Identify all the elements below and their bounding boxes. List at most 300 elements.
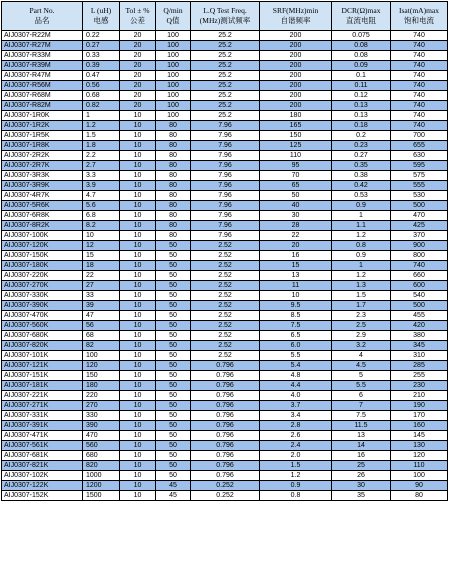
cell-tolerance: 10 bbox=[120, 311, 156, 321]
cell-inductance: 1.2 bbox=[83, 121, 120, 131]
cell-dcr-max: 1 bbox=[332, 211, 391, 221]
cell-isat-max: 655 bbox=[391, 141, 448, 151]
cell-q-min: 50 bbox=[156, 421, 191, 431]
cell-inductance: 47 bbox=[83, 311, 120, 321]
cell-part-no: AIJ0307-R47M bbox=[2, 71, 83, 81]
cell-q-min: 50 bbox=[156, 341, 191, 351]
cell-test-freq: 0.252 bbox=[191, 491, 260, 501]
cell-part-no: AIJ0307-R82M bbox=[2, 101, 83, 111]
cell-tolerance: 20 bbox=[120, 81, 156, 91]
cell-isat-max: 120 bbox=[391, 451, 448, 461]
cell-srf-min: 200 bbox=[260, 61, 332, 71]
cell-q-min: 100 bbox=[156, 41, 191, 51]
header-srf-min-en: SRF(MHz)min bbox=[272, 6, 319, 15]
cell-q-min: 50 bbox=[156, 361, 191, 371]
cell-tolerance: 20 bbox=[120, 41, 156, 51]
cell-test-freq: 7.96 bbox=[191, 161, 260, 171]
cell-inductance: 150 bbox=[83, 371, 120, 381]
table-row bbox=[2, 441, 448, 451]
table-row bbox=[2, 161, 448, 171]
cell-srf-min: 165 bbox=[260, 121, 332, 131]
cell-dcr-max: 30 bbox=[332, 481, 391, 491]
cell-part-no: AIJ0307-390K bbox=[2, 301, 83, 311]
header-test-freq-cn: (MHz)测试频率 bbox=[199, 16, 251, 25]
table-row bbox=[2, 371, 448, 381]
cell-dcr-max: 0.38 bbox=[332, 171, 391, 181]
cell-dcr-max: 2.5 bbox=[332, 321, 391, 331]
cell-dcr-max: 1.2 bbox=[332, 271, 391, 281]
cell-isat-max: 740 bbox=[391, 121, 448, 131]
cell-q-min: 80 bbox=[156, 231, 191, 241]
cell-q-min: 45 bbox=[156, 491, 191, 501]
cell-tolerance: 10 bbox=[120, 301, 156, 311]
cell-inductance: 1 bbox=[83, 111, 120, 121]
table-row bbox=[2, 311, 448, 321]
table-row bbox=[2, 41, 448, 51]
cell-part-no: AIJ0307-R22M bbox=[2, 31, 83, 41]
cell-srf-min: 70 bbox=[260, 171, 332, 181]
cell-isat-max: 740 bbox=[391, 91, 448, 101]
cell-tolerance: 10 bbox=[120, 111, 156, 121]
cell-dcr-max: 0.11 bbox=[332, 81, 391, 91]
cell-srf-min: 65 bbox=[260, 181, 332, 191]
cell-tolerance: 20 bbox=[120, 31, 156, 41]
cell-part-no: AIJ0307-221K bbox=[2, 391, 83, 401]
cell-test-freq: 0.796 bbox=[191, 471, 260, 481]
header-inductance-en: L (uH) bbox=[90, 6, 112, 15]
cell-tolerance: 10 bbox=[120, 421, 156, 431]
cell-tolerance: 10 bbox=[120, 201, 156, 211]
table-row bbox=[2, 491, 448, 501]
cell-inductance: 82 bbox=[83, 341, 120, 351]
cell-dcr-max: 26 bbox=[332, 471, 391, 481]
cell-inductance: 5.6 bbox=[83, 201, 120, 211]
cell-srf-min: 9.5 bbox=[260, 301, 332, 311]
cell-q-min: 50 bbox=[156, 261, 191, 271]
cell-q-min: 50 bbox=[156, 351, 191, 361]
cell-inductance: 270 bbox=[83, 401, 120, 411]
cell-q-min: 50 bbox=[156, 241, 191, 251]
cell-srf-min: 0.9 bbox=[260, 481, 332, 491]
cell-part-no: AIJ0307-1R5K bbox=[2, 131, 83, 141]
cell-test-freq: 2.52 bbox=[191, 291, 260, 301]
cell-q-min: 80 bbox=[156, 161, 191, 171]
cell-test-freq: 7.96 bbox=[191, 231, 260, 241]
cell-srf-min: 15 bbox=[260, 261, 332, 271]
cell-tolerance: 10 bbox=[120, 181, 156, 191]
cell-tolerance: 10 bbox=[120, 231, 156, 241]
cell-srf-min: 0.8 bbox=[260, 491, 332, 501]
cell-srf-min: 150 bbox=[260, 131, 332, 141]
cell-inductance: 4.7 bbox=[83, 191, 120, 201]
cell-srf-min: 1.5 bbox=[260, 461, 332, 471]
cell-isat-max: 455 bbox=[391, 311, 448, 321]
cell-dcr-max: 0.12 bbox=[332, 91, 391, 101]
cell-part-no: AIJ0307-101K bbox=[2, 351, 83, 361]
cell-inductance: 3.9 bbox=[83, 181, 120, 191]
cell-inductance: 15 bbox=[83, 251, 120, 261]
cell-isat-max: 740 bbox=[391, 71, 448, 81]
cell-isat-max: 370 bbox=[391, 231, 448, 241]
header-isat-max-en: Isat(mA)max bbox=[399, 6, 439, 15]
cell-q-min: 50 bbox=[156, 301, 191, 311]
cell-q-min: 50 bbox=[156, 411, 191, 421]
cell-part-no: AIJ0307-102K bbox=[2, 471, 83, 481]
table-row bbox=[2, 411, 448, 421]
cell-inductance: 8.2 bbox=[83, 221, 120, 231]
cell-test-freq: 2.52 bbox=[191, 331, 260, 341]
cell-isat-max: 660 bbox=[391, 271, 448, 281]
cell-srf-min: 200 bbox=[260, 31, 332, 41]
cell-dcr-max: 0.13 bbox=[332, 101, 391, 111]
cell-inductance: 680 bbox=[83, 451, 120, 461]
cell-inductance: 12 bbox=[83, 241, 120, 251]
cell-dcr-max: 0.9 bbox=[332, 251, 391, 261]
cell-dcr-max: 0.08 bbox=[332, 51, 391, 61]
cell-test-freq: 0.796 bbox=[191, 441, 260, 451]
cell-test-freq: 25.2 bbox=[191, 111, 260, 121]
cell-tolerance: 10 bbox=[120, 281, 156, 291]
cell-srf-min: 2.4 bbox=[260, 441, 332, 451]
cell-inductance: 0.33 bbox=[83, 51, 120, 61]
cell-dcr-max: 0.35 bbox=[332, 161, 391, 171]
cell-part-no: AIJ0307-100K bbox=[2, 231, 83, 241]
cell-part-no: AIJ0307-150K bbox=[2, 251, 83, 261]
cell-inductance: 6.8 bbox=[83, 211, 120, 221]
table-row bbox=[2, 291, 448, 301]
cell-tolerance: 10 bbox=[120, 381, 156, 391]
cell-isat-max: 160 bbox=[391, 421, 448, 431]
cell-inductance: 1200 bbox=[83, 481, 120, 491]
cell-srf-min: 6.0 bbox=[260, 341, 332, 351]
cell-dcr-max: 7 bbox=[332, 401, 391, 411]
cell-q-min: 80 bbox=[156, 191, 191, 201]
table-row bbox=[2, 391, 448, 401]
cell-inductance: 390 bbox=[83, 421, 120, 431]
cell-test-freq: 2.52 bbox=[191, 301, 260, 311]
cell-tolerance: 20 bbox=[120, 71, 156, 81]
cell-q-min: 50 bbox=[156, 461, 191, 471]
cell-tolerance: 10 bbox=[120, 361, 156, 371]
cell-isat-max: 190 bbox=[391, 401, 448, 411]
cell-dcr-max: 6 bbox=[332, 391, 391, 401]
table-row bbox=[2, 81, 448, 91]
table-row bbox=[2, 431, 448, 441]
cell-tolerance: 20 bbox=[120, 61, 156, 71]
cell-part-no: AIJ0307-R68M bbox=[2, 91, 83, 101]
cell-tolerance: 10 bbox=[120, 221, 156, 231]
cell-tolerance: 10 bbox=[120, 331, 156, 341]
cell-isat-max: 595 bbox=[391, 161, 448, 171]
cell-part-no: AIJ0307-270K bbox=[2, 281, 83, 291]
cell-part-no: AIJ0307-1R8K bbox=[2, 141, 83, 151]
cell-isat-max: 740 bbox=[391, 111, 448, 121]
cell-isat-max: 600 bbox=[391, 281, 448, 291]
cell-isat-max: 555 bbox=[391, 181, 448, 191]
cell-test-freq: 7.96 bbox=[191, 191, 260, 201]
cell-part-no: AIJ0307-4R7K bbox=[2, 191, 83, 201]
cell-isat-max: 100 bbox=[391, 471, 448, 481]
cell-part-no: AIJ0307-8R2K bbox=[2, 221, 83, 231]
cell-dcr-max: 0.075 bbox=[332, 31, 391, 41]
cell-test-freq: 0.796 bbox=[191, 361, 260, 371]
cell-part-no: AIJ0307-1R0K bbox=[2, 111, 83, 121]
cell-srf-min: 13 bbox=[260, 271, 332, 281]
cell-tolerance: 10 bbox=[120, 171, 156, 181]
cell-isat-max: 80 bbox=[391, 491, 448, 501]
cell-tolerance: 10 bbox=[120, 341, 156, 351]
cell-isat-max: 630 bbox=[391, 151, 448, 161]
cell-inductance: 560 bbox=[83, 441, 120, 451]
cell-isat-max: 740 bbox=[391, 61, 448, 71]
cell-test-freq: 7.96 bbox=[191, 141, 260, 151]
cell-inductance: 39 bbox=[83, 301, 120, 311]
cell-dcr-max: 0.27 bbox=[332, 151, 391, 161]
cell-isat-max: 420 bbox=[391, 321, 448, 331]
table-body bbox=[2, 31, 448, 501]
cell-isat-max: 530 bbox=[391, 191, 448, 201]
cell-inductance: 1.8 bbox=[83, 141, 120, 151]
cell-test-freq: 2.52 bbox=[191, 351, 260, 361]
cell-srf-min: 200 bbox=[260, 41, 332, 51]
header-tolerance-en: Tol ± % bbox=[125, 6, 150, 15]
table-row bbox=[2, 241, 448, 251]
cell-isat-max: 740 bbox=[391, 81, 448, 91]
cell-tolerance: 10 bbox=[120, 291, 156, 301]
cell-dcr-max: 3.2 bbox=[332, 341, 391, 351]
cell-srf-min: 95 bbox=[260, 161, 332, 171]
cell-srf-min: 125 bbox=[260, 141, 332, 151]
cell-isat-max: 740 bbox=[391, 51, 448, 61]
cell-isat-max: 145 bbox=[391, 431, 448, 441]
cell-q-min: 80 bbox=[156, 201, 191, 211]
cell-srf-min: 1.2 bbox=[260, 471, 332, 481]
cell-inductance: 10 bbox=[83, 231, 120, 241]
cell-q-min: 50 bbox=[156, 371, 191, 381]
cell-q-min: 80 bbox=[156, 211, 191, 221]
cell-q-min: 50 bbox=[156, 391, 191, 401]
cell-srf-min: 3.4 bbox=[260, 411, 332, 421]
cell-part-no: AIJ0307-1R2K bbox=[2, 121, 83, 131]
cell-inductance: 2.2 bbox=[83, 151, 120, 161]
cell-q-min: 50 bbox=[156, 271, 191, 281]
cell-isat-max: 800 bbox=[391, 251, 448, 261]
cell-part-no: AIJ0307-680K bbox=[2, 331, 83, 341]
cell-inductance: 0.56 bbox=[83, 81, 120, 91]
cell-test-freq: 7.96 bbox=[191, 151, 260, 161]
cell-dcr-max: 1.5 bbox=[332, 291, 391, 301]
cell-srf-min: 2.8 bbox=[260, 421, 332, 431]
cell-tolerance: 10 bbox=[120, 441, 156, 451]
cell-dcr-max: 4.5 bbox=[332, 361, 391, 371]
table-row bbox=[2, 201, 448, 211]
table-row bbox=[2, 61, 448, 71]
table-row bbox=[2, 331, 448, 341]
cell-test-freq: 7.96 bbox=[191, 131, 260, 141]
cell-isat-max: 130 bbox=[391, 441, 448, 451]
cell-test-freq: 0.796 bbox=[191, 381, 260, 391]
cell-test-freq: 0.796 bbox=[191, 411, 260, 421]
cell-q-min: 100 bbox=[156, 51, 191, 61]
cell-isat-max: 575 bbox=[391, 171, 448, 181]
cell-test-freq: 0.796 bbox=[191, 421, 260, 431]
cell-tolerance: 10 bbox=[120, 261, 156, 271]
cell-dcr-max: 0.23 bbox=[332, 141, 391, 151]
table-row bbox=[2, 121, 448, 131]
cell-dcr-max: 0.2 bbox=[332, 131, 391, 141]
cell-srf-min: 110 bbox=[260, 151, 332, 161]
cell-tolerance: 10 bbox=[120, 191, 156, 201]
cell-test-freq: 7.96 bbox=[191, 181, 260, 191]
cell-isat-max: 110 bbox=[391, 461, 448, 471]
cell-srf-min: 20 bbox=[260, 241, 332, 251]
cell-inductance: 27 bbox=[83, 281, 120, 291]
cell-test-freq: 0.796 bbox=[191, 371, 260, 381]
cell-part-no: AIJ0307-R27M bbox=[2, 41, 83, 51]
cell-isat-max: 740 bbox=[391, 31, 448, 41]
cell-isat-max: 170 bbox=[391, 411, 448, 421]
cell-dcr-max: 1.1 bbox=[332, 221, 391, 231]
cell-tolerance: 10 bbox=[120, 161, 156, 171]
cell-srf-min: 7.5 bbox=[260, 321, 332, 331]
cell-dcr-max: 16 bbox=[332, 451, 391, 461]
table-row bbox=[2, 181, 448, 191]
cell-srf-min: 28 bbox=[260, 221, 332, 231]
cell-dcr-max: 35 bbox=[332, 491, 391, 501]
cell-part-no: AIJ0307-220K bbox=[2, 271, 83, 281]
cell-tolerance: 10 bbox=[120, 131, 156, 141]
cell-q-min: 80 bbox=[156, 131, 191, 141]
cell-isat-max: 255 bbox=[391, 371, 448, 381]
cell-srf-min: 3.7 bbox=[260, 401, 332, 411]
cell-tolerance: 10 bbox=[120, 461, 156, 471]
cell-q-min: 80 bbox=[156, 181, 191, 191]
header-isat-max-cn: 饱和电流 bbox=[404, 16, 434, 25]
cell-test-freq: 0.796 bbox=[191, 391, 260, 401]
cell-tolerance: 10 bbox=[120, 471, 156, 481]
cell-srf-min: 200 bbox=[260, 81, 332, 91]
table-row bbox=[2, 401, 448, 411]
cell-isat-max: 380 bbox=[391, 331, 448, 341]
cell-isat-max: 345 bbox=[391, 341, 448, 351]
cell-test-freq: 2.52 bbox=[191, 311, 260, 321]
cell-q-min: 100 bbox=[156, 71, 191, 81]
cell-tolerance: 10 bbox=[120, 141, 156, 151]
cell-srf-min: 6.5 bbox=[260, 331, 332, 341]
table-row bbox=[2, 231, 448, 241]
cell-tolerance: 10 bbox=[120, 241, 156, 251]
cell-q-min: 100 bbox=[156, 91, 191, 101]
cell-inductance: 0.22 bbox=[83, 31, 120, 41]
table-row bbox=[2, 461, 448, 471]
cell-test-freq: 0.796 bbox=[191, 401, 260, 411]
cell-isat-max: 500 bbox=[391, 201, 448, 211]
table-row bbox=[2, 141, 448, 151]
cell-q-min: 50 bbox=[156, 441, 191, 451]
cell-inductance: 0.39 bbox=[83, 61, 120, 71]
cell-q-min: 45 bbox=[156, 481, 191, 491]
table-row bbox=[2, 481, 448, 491]
cell-tolerance: 10 bbox=[120, 211, 156, 221]
cell-q-min: 50 bbox=[156, 451, 191, 461]
cell-dcr-max: 1 bbox=[332, 261, 391, 271]
cell-q-min: 80 bbox=[156, 141, 191, 151]
cell-part-no: AIJ0307-121K bbox=[2, 361, 83, 371]
cell-test-freq: 2.52 bbox=[191, 271, 260, 281]
cell-dcr-max: 1.2 bbox=[332, 231, 391, 241]
table-row bbox=[2, 281, 448, 291]
cell-part-no: AIJ0307-331K bbox=[2, 411, 83, 421]
cell-tolerance: 10 bbox=[120, 451, 156, 461]
cell-inductance: 120 bbox=[83, 361, 120, 371]
cell-isat-max: 210 bbox=[391, 391, 448, 401]
table-row bbox=[2, 91, 448, 101]
cell-inductance: 0.68 bbox=[83, 91, 120, 101]
cell-isat-max: 700 bbox=[391, 131, 448, 141]
cell-tolerance: 20 bbox=[120, 91, 156, 101]
cell-part-no: AIJ0307-3R9K bbox=[2, 181, 83, 191]
header-srf-min-cn: 自谐频率 bbox=[280, 16, 311, 25]
header-srf-min bbox=[260, 2, 332, 31]
header-q-min-en: Q/min bbox=[163, 6, 183, 15]
cell-part-no: AIJ0307-271K bbox=[2, 401, 83, 411]
cell-q-min: 80 bbox=[156, 221, 191, 231]
cell-dcr-max: 0.1 bbox=[332, 71, 391, 81]
cell-tolerance: 10 bbox=[120, 491, 156, 501]
cell-part-no: AIJ0307-471K bbox=[2, 431, 83, 441]
header-part-no-en: Part No. bbox=[29, 6, 55, 15]
cell-srf-min: 11 bbox=[260, 281, 332, 291]
cell-test-freq: 2.52 bbox=[191, 251, 260, 261]
cell-dcr-max: 2.3 bbox=[332, 311, 391, 321]
table-row bbox=[2, 301, 448, 311]
header-row bbox=[2, 2, 448, 31]
cell-q-min: 50 bbox=[156, 331, 191, 341]
cell-tolerance: 10 bbox=[120, 401, 156, 411]
cell-dcr-max: 0.09 bbox=[332, 61, 391, 71]
cell-tolerance: 10 bbox=[120, 481, 156, 491]
cell-dcr-max: 0.53 bbox=[332, 191, 391, 201]
cell-isat-max: 425 bbox=[391, 221, 448, 231]
cell-dcr-max: 4 bbox=[332, 351, 391, 361]
cell-srf-min: 30 bbox=[260, 211, 332, 221]
cell-inductance: 180 bbox=[83, 381, 120, 391]
cell-dcr-max: 1.3 bbox=[332, 281, 391, 291]
cell-q-min: 50 bbox=[156, 311, 191, 321]
cell-dcr-max: 0.13 bbox=[332, 111, 391, 121]
cell-test-freq: 25.2 bbox=[191, 31, 260, 41]
cell-inductance: 1500 bbox=[83, 491, 120, 501]
cell-q-min: 100 bbox=[156, 31, 191, 41]
cell-inductance: 470 bbox=[83, 431, 120, 441]
cell-test-freq: 25.2 bbox=[191, 101, 260, 111]
table-row bbox=[2, 451, 448, 461]
header-part-no-cn: 品名 bbox=[34, 16, 50, 25]
cell-tolerance: 10 bbox=[120, 351, 156, 361]
header-tolerance-cn: 公差 bbox=[130, 16, 145, 25]
cell-srf-min: 10 bbox=[260, 291, 332, 301]
cell-dcr-max: 2.9 bbox=[332, 331, 391, 341]
cell-q-min: 80 bbox=[156, 171, 191, 181]
cell-tolerance: 10 bbox=[120, 411, 156, 421]
cell-q-min: 100 bbox=[156, 101, 191, 111]
cell-q-min: 50 bbox=[156, 281, 191, 291]
cell-test-freq: 2.52 bbox=[191, 261, 260, 271]
cell-q-min: 100 bbox=[156, 111, 191, 121]
cell-tolerance: 20 bbox=[120, 51, 156, 61]
cell-inductance: 220 bbox=[83, 391, 120, 401]
cell-srf-min: 200 bbox=[260, 51, 332, 61]
